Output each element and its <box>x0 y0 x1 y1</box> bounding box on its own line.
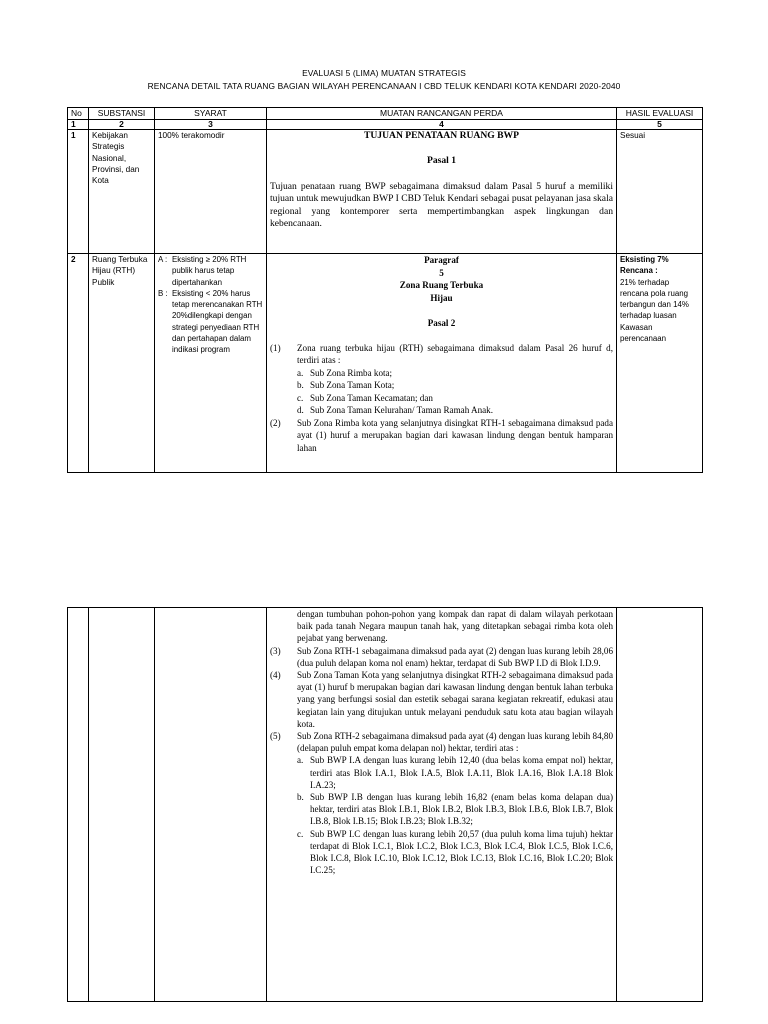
evaluation-table-page1 <box>67 107 703 473</box>
ayat-3-number: (3) <box>270 645 281 656</box>
col-header-muatan: MUATAN RANCANGAN PERDA <box>267 108 617 120</box>
ayat-2 <box>270 417 613 455</box>
evaluation-table-page2 <box>67 607 703 1002</box>
syarat-a-key: A : <box>158 255 168 264</box>
table-row <box>68 130 703 254</box>
cont-syarat <box>155 608 267 1002</box>
row2-syarat <box>155 254 267 473</box>
syarat-b-text: Eksisting < 20% harus tetap merencanakan RTH 20%dilengkapi dengan strategi penyediaan RTH dan pertahapan dalam indikasi program <box>172 288 263 355</box>
ayat-3-text: Sub Zona RTH-1 sebagaimana dimaksud pada ayat (2) dengan luas kurang lebih 28,06 (dua puluh delapan koma nol enam) hektar, terdapat di Sub BWP I.D di Blok I.D.9. <box>297 645 613 668</box>
ayat-3 <box>270 645 613 669</box>
ayat-1-number: (1) <box>270 342 281 353</box>
ayat-2-number: (2) <box>270 417 281 428</box>
syarat-b-key: B : <box>158 288 168 298</box>
ayat-5-number: (5) <box>270 731 281 742</box>
row2-pasal: Pasal 2 <box>427 318 456 328</box>
document-title: EVALUASI 5 (LIMA) MUATAN STRATEGIS <box>302 68 466 78</box>
column-number-row <box>68 120 703 130</box>
ayat-1-text: Zona ruang terbuka hijau (RTH) sebagaimana dimaksud dalam Pasal 26 huruf d, terdiri atas : <box>297 342 613 365</box>
col-number-2: 2 <box>89 120 155 130</box>
col-header-substansi: SUBSTANSI <box>89 108 155 120</box>
list-item: b. Sub BWP I.B dengan luas kurang lebih 16,82 (enam belas koma delapan dua) hektar, terdiri atas Blok I.B.1, Blok I.B.2, Blok I.B.3, Blok I.B.6, Blok I.B.7, Blok I.B.8, Blok I.B.15; Blok I.B.23; Blok I.B.32; <box>297 792 613 827</box>
row2-no: 2 <box>68 254 89 473</box>
ayat-4-text: Sub Zona Taman Kota yang selanjutnya disingkat RTH-2 sebagaimana dimaksud pada ayat (1) huruf b merupakan bagian dari kawasan lindung dengan bentuk lahan terbuka yang yang berfungsi sosial dan estetik sebagai sarana kegiatan rekreatif, edukasi atau kegiatan lain yang ditujukan untuk melayani penduduk satu kota atau bagian wilayah kota. <box>297 670 613 729</box>
ayat-4-number: (4) <box>270 670 281 681</box>
list-item: a. Sub BWP I.A dengan luas kurang lebih 12,40 (dua belas koma empat nol) hektar, terdiri atas Blok I.A.1, Blok I.A.5, Blok I.A.11, Blok I.A.16, Blok I.A.18 Blok I.A.23; <box>297 755 613 790</box>
cont-muatan <box>267 608 617 1002</box>
list-item: b. Sub Zona Taman Kota; <box>297 380 395 390</box>
table-row <box>68 254 703 473</box>
ayat-2-text: Sub Zona Rimba kota yang selanjutnya disingkat RTH-1 sebagaimana dimaksud pada ayat (1) huruf a merupakan bagian dari kawasan lindung dengan bentuk hamparan lahan <box>297 417 613 453</box>
row1-heading: TUJUAN PENATAAN RUANG BWP <box>363 130 519 141</box>
col-header-syarat: SYARAT <box>155 108 267 120</box>
row1-muatan <box>267 130 617 254</box>
row1-syarat: 100% terakomodir <box>155 130 267 254</box>
paragraf-label: Paragraf <box>424 255 459 265</box>
row1-hasil: Sesuai <box>617 130 703 254</box>
syarat-a <box>158 254 263 288</box>
list-item: c. Sub Zona Taman Kecamatan; dan <box>297 392 433 403</box>
hasil-rencana-label: Rencana : <box>620 266 658 276</box>
list-item: a. Sub Zona Rimba kota; <box>297 367 393 378</box>
ayat-2-continued: dengan tumbuhan pohon-pohon yang kompak dan rapat di dalam wilayah perkotaan baik pada tanah Negara maupun tanah hak, yang ditetapkan sebagai rimba kota oleh pejabat yang berwenang. <box>297 609 613 644</box>
zona-title: Zona Ruang Terbuka <box>399 280 484 290</box>
table-row <box>68 608 703 1002</box>
row2-hasil <box>617 254 703 473</box>
col-number-5: 5 <box>617 120 703 130</box>
hasil-rencana-text: 21% terhadap rencana pola ruang terbangun dan 14% terhadap luasan <box>620 277 689 321</box>
ayat-4 <box>270 669 613 730</box>
cont-hasil <box>617 608 703 1002</box>
hasil-kawasan: Kawasan perencanaan <box>620 322 667 344</box>
document-subtitle: RENCANA DETAIL TATA RUANG BAGIAN WILAYAH PERENCANAAN I CBD TELUK KENDARI KOTA KENDARI 2020-2040 <box>147 81 621 91</box>
row2-muatan <box>267 254 617 473</box>
cont-substansi <box>89 608 155 1002</box>
col-header-hasil: HASIL EVALUASI <box>617 108 703 120</box>
col-number-3: 3 <box>155 120 267 130</box>
list-item: c. Sub BWP I.C dengan luas kurang lebih 20,57 (dua puluh koma lima tujuh) hektar terdapat di Blok I.C.1, Blok I.C.2, Blok I.C.3, Blok I.C.4, Blok I.C.5, Blok I.C.6, Blok I.C.8, Blok I.C.10, Blok I.C.12, Blok I.C.13, Blok I.C.16, Blok I.C.20; Blok I.C.25; <box>297 828 613 876</box>
col-number-1: 1 <box>68 120 89 130</box>
paragraf-number: 5 <box>439 267 444 278</box>
row2-substansi: Ruang Terbuka Hijau (RTH) Publik <box>89 254 155 473</box>
row1-no: 1 <box>68 130 89 254</box>
col-number-4: 4 <box>267 120 617 130</box>
ayat-5-text: Sub Zona RTH-2 sebagaimana dimaksud pada ayat (4) dengan luas kurang lebih 84,80 (delapan puluh empat koma delapan nol) hektar, terdiri atas : <box>297 731 613 754</box>
table-header-row <box>68 108 703 120</box>
syarat-b <box>158 288 263 356</box>
zona-title-2: Hijau <box>430 292 453 303</box>
ayat-1 <box>270 342 613 417</box>
ayat-5 <box>270 730 613 876</box>
list-item: d. Sub Zona Taman Kelurahan/ Taman Ramah Anak. <box>297 405 493 415</box>
col-header-no: No <box>68 108 89 120</box>
row1-pasal: Pasal 1 <box>426 155 457 167</box>
cont-no <box>68 608 89 1002</box>
hasil-eksisting: Eksisting 7% <box>620 255 669 264</box>
syarat-a-text: Eksisting ≥ 20% RTH publik harus tetap dipertahankan <box>172 255 247 287</box>
row1-body: Tujuan penataan ruang BWP sebagaimana dimaksud dalam Pasal 5 huruf a memiliki tujuan untuk mewujudkan BWP I CBD Teluk Kendari sebagai pusat pelayanan jasa skala regional yang kontemporer serta mempertimbangkan aspek lingkungan dan kebencanaan. <box>270 180 613 230</box>
row1-substansi: Kebijakan Strategis Nasional, Provinsi, dan Kota <box>89 130 155 254</box>
